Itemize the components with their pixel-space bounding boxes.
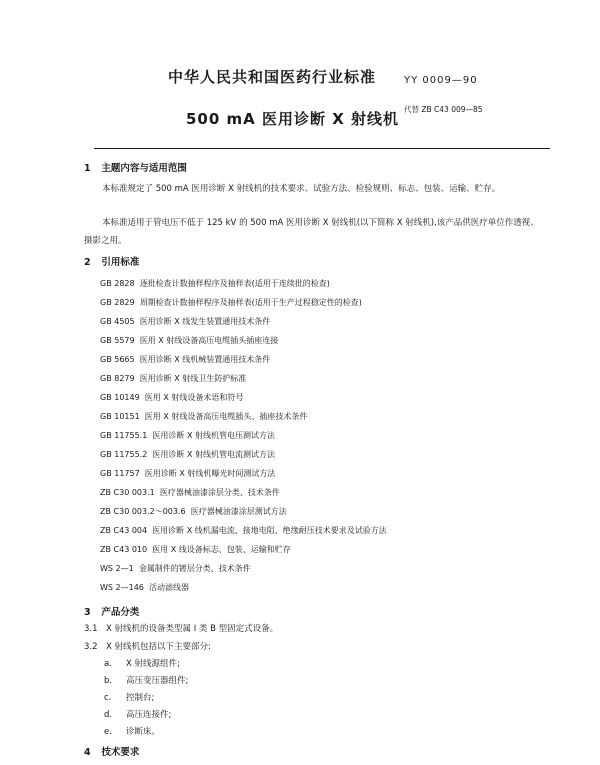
reference-title: 医用诊断 X 射线卫生防护标准 bbox=[139, 374, 247, 383]
reference-code: GB 10149 bbox=[100, 393, 140, 402]
clause-3-2 bbox=[84, 640, 211, 652]
reference-code: GB 5579 bbox=[100, 336, 135, 345]
list-item-text: 控制台; bbox=[126, 693, 155, 703]
clause-3-1-number: 3.1 bbox=[84, 624, 98, 634]
reference-code: ZB C43 004 bbox=[100, 526, 148, 535]
reference-code: ZB C43 010 bbox=[100, 545, 148, 554]
section-1-heading bbox=[84, 160, 187, 174]
section-4-title: 技术要求 bbox=[101, 747, 140, 758]
reference-title: 医用诊断 X 射线机管电压测试方法 bbox=[152, 431, 275, 440]
reference-item bbox=[100, 373, 246, 384]
list-item-text: 诊断床。 bbox=[126, 727, 161, 737]
reference-title: 医用 X 射线设备高压电缆插头、插座技术条件 bbox=[144, 412, 308, 421]
section-2-number: 2 bbox=[84, 257, 91, 268]
reference-code: GB 2829 bbox=[100, 298, 135, 307]
list-item-text: 高压变压器组件; bbox=[126, 676, 189, 686]
section-4-heading bbox=[84, 744, 139, 758]
reference-item bbox=[100, 449, 275, 460]
reference-title: 医用诊断 X 线发生装置通用技术条件 bbox=[139, 317, 271, 326]
reference-title: 医用 X 射线设备高压电缆插头插座连接 bbox=[139, 336, 279, 345]
clause-3-1-text: X 射线机的设备类型属 I 类 B 型固定式设备。 bbox=[106, 624, 279, 634]
reference-item bbox=[100, 544, 291, 555]
reference-item bbox=[100, 582, 189, 593]
reference-title: 医用诊断 X 射线机管电流测试方法 bbox=[152, 450, 275, 459]
section-1-paragraph-1: 本标准规定了 500 mA 医用诊断 X 射线机的技术要求、试验方法、检验规则、标志、包装、运输、贮存。 bbox=[102, 184, 501, 194]
list-item bbox=[104, 725, 160, 737]
reference-item bbox=[100, 563, 251, 574]
standard-code: YY 0009—90 bbox=[404, 75, 478, 86]
header-divider bbox=[94, 148, 550, 149]
reference-code: GB 8279 bbox=[100, 374, 135, 383]
reference-item bbox=[100, 487, 280, 498]
reference-title: 活动滤线器 bbox=[148, 583, 189, 592]
section-1-title: 主题内容与适用范围 bbox=[101, 163, 187, 174]
reference-code: GB 10151 bbox=[100, 412, 140, 421]
reference-code: WS 2—1 bbox=[100, 564, 134, 573]
list-item bbox=[104, 674, 188, 686]
list-item bbox=[104, 691, 154, 703]
reference-title: 医用诊断 X 线机漏电流、接地电阻、绝缘耐压技术要求及试验方法 bbox=[152, 526, 387, 535]
section-2-title: 引用标准 bbox=[101, 257, 140, 268]
reference-item bbox=[100, 430, 275, 441]
section-2-heading bbox=[84, 254, 139, 268]
section-3-number: 3 bbox=[84, 607, 91, 618]
reference-item bbox=[100, 506, 287, 517]
reference-title: 逐批检查计数抽样程序及抽样表(适用于连续批的检查) bbox=[139, 279, 330, 288]
reference-code: GB 11755.1 bbox=[100, 431, 148, 440]
list-item-label: d. bbox=[104, 710, 113, 720]
reference-code: WS 2—146 bbox=[100, 583, 144, 592]
reference-code: GB 2828 bbox=[100, 279, 135, 288]
reference-title: 周期检查计数抽样程序及抽样表(适用于生产过程稳定性的检查) bbox=[139, 298, 362, 307]
reference-code: GB 11755.2 bbox=[100, 450, 148, 459]
reference-title: 医用诊断 X 射线机曝光时间测试方法 bbox=[144, 469, 276, 478]
reference-title: 金属制件的镀层分类、技术条件 bbox=[138, 564, 251, 573]
clause-3-2-text: X 射线机包括以下主要部分: bbox=[106, 642, 211, 652]
list-item-label: a. bbox=[104, 659, 112, 669]
list-item-text: 高压连接件; bbox=[126, 710, 172, 720]
reference-item bbox=[100, 297, 362, 308]
reference-title: 医用 X 线设备标志、包装、运输和贮存 bbox=[152, 545, 291, 554]
reference-code: ZB C30 003.2～003.6 bbox=[100, 507, 186, 516]
reference-item bbox=[100, 468, 275, 479]
replaces-note: 代替 ZB C43 009—85 bbox=[404, 105, 483, 114]
document-title: 500 mA 医用诊断 X 射线机 bbox=[186, 110, 400, 128]
reference-title: 医疗器械油漆涂层测试方法 bbox=[190, 507, 287, 516]
reference-title: 医用诊断 X 线机械装置通用技术条件 bbox=[139, 355, 271, 364]
reference-item bbox=[100, 411, 307, 422]
reference-item bbox=[100, 335, 278, 346]
reference-item bbox=[100, 316, 270, 327]
list-item-label: e. bbox=[104, 727, 112, 737]
section-1-number: 1 bbox=[84, 163, 91, 174]
section-4-number: 4 bbox=[84, 747, 91, 758]
section-1-paragraph-2: 本标准适用于管电压不低于 125 kV 的 500 mA 医用诊断 X 射线机(以下简称 X 射线机),该产品供医疗单位作透视、摄影之用。 bbox=[84, 218, 539, 246]
list-item bbox=[104, 708, 171, 720]
section-3-title: 产品分类 bbox=[101, 607, 140, 618]
reference-code: GB 11757 bbox=[100, 469, 140, 478]
reference-item bbox=[100, 392, 243, 403]
section-3-heading bbox=[84, 604, 139, 618]
list-item-text: X 射线源组件; bbox=[126, 659, 180, 669]
reference-item bbox=[100, 278, 330, 289]
reference-code: GB 4505 bbox=[100, 317, 135, 326]
reference-title: 医用 X 射线设备术语和符号 bbox=[144, 393, 244, 402]
standard-title: 中华人民共和国医药行业标准 bbox=[168, 68, 377, 86]
reference-code: ZB C30 003.1 bbox=[100, 488, 155, 497]
reference-item bbox=[100, 525, 387, 536]
list-item bbox=[104, 657, 180, 669]
clause-3-2-number: 3.2 bbox=[84, 642, 98, 652]
reference-code: GB 5665 bbox=[100, 355, 135, 364]
reference-item bbox=[100, 354, 270, 365]
list-item-label: b. bbox=[104, 676, 113, 686]
list-item-label: c. bbox=[104, 693, 112, 703]
clause-3-1 bbox=[84, 622, 278, 634]
reference-title: 医疗器械油漆涂层分类、技术条件 bbox=[159, 488, 280, 497]
